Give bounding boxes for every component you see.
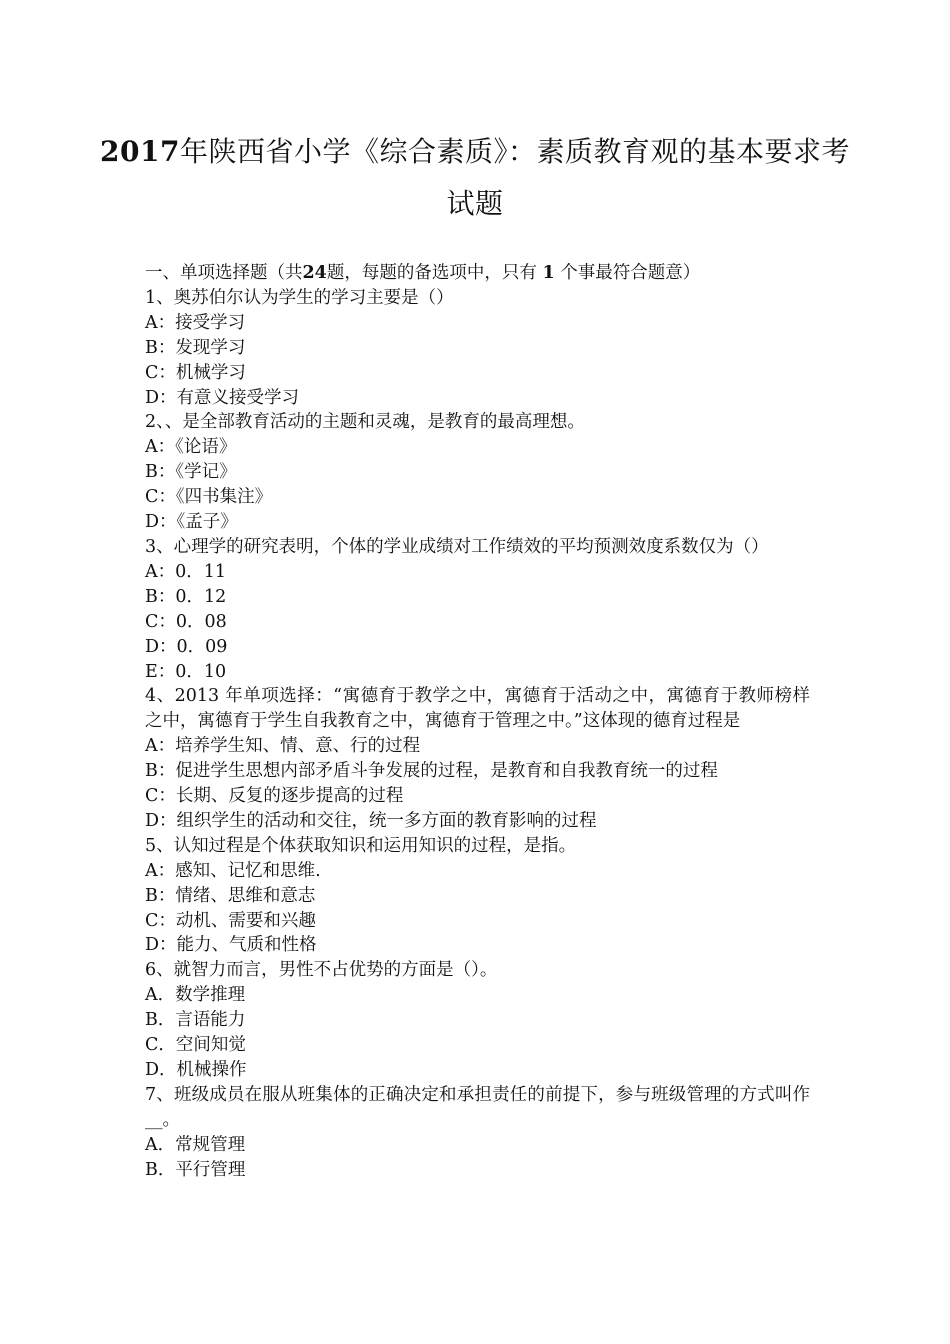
- title-text: 年陕西省小学《综合素质》：素质教育观的基本要求考: [179, 135, 850, 168]
- answer-option: B：情绪、思维和意志: [145, 885, 316, 906]
- document-title-line-1: [60, 132, 890, 172]
- answer-option: A：感知、记忆和思维.: [145, 860, 321, 881]
- document-title-line-2: 试题: [446, 187, 504, 220]
- question-stem: 1、奥苏伯尔认为学生的学习主要是（）: [145, 287, 454, 308]
- answer-option: A：接受学习: [145, 312, 246, 333]
- answer-option: B：发现学习: [145, 337, 246, 358]
- answer-option: B．言语能力: [145, 1010, 246, 1031]
- answer-option: A：0．11: [145, 561, 227, 582]
- answer-option: D：有意义接受学习: [145, 387, 300, 408]
- answer-count: 1: [542, 263, 555, 283]
- answer-option: C：《四书集注》: [145, 487, 273, 508]
- question-stem: 2、、是全部教育活动的主题和灵魂，是教育的最高理想。: [145, 412, 585, 433]
- answer-option: E：0．10: [145, 661, 227, 682]
- answer-option: D：组织学生的活动和交往，统一多方面的教育影响的过程: [145, 810, 597, 831]
- question-stem: 7、班级成员在服从班集体的正确决定和承担责任的前提下，参与班级管理的方式叫作__。: [145, 1084, 810, 1130]
- answer-option: D．机械操作: [145, 1060, 247, 1080]
- answer-option: A．数学推理: [145, 985, 246, 1006]
- answer-option: C：动机、需要和兴趣: [145, 910, 316, 931]
- question-stem: 6、就智力而言，男性不占优势的方面是（）。: [145, 960, 498, 981]
- answer-option: A．常规管理: [145, 1134, 246, 1155]
- answer-option: A：培养学生知、情、意、行的过程: [145, 736, 421, 757]
- answer-option: B：促进学生思想内部矛盾斗争发展的过程，是教育和自我教育统一的过程: [145, 761, 718, 782]
- answer-option: D：《孟子》: [145, 512, 238, 533]
- answer-option: B：《学记》: [145, 462, 237, 483]
- question-stem: 4、2013 年单项选择：“寓德育于教学之中，寓德育于活动之中，寓德育于教师榜样之中，寓德育于学生自我教育之中，寓德育于管理之中。”这体现的德育过程是: [145, 686, 810, 732]
- answer-option: C：长期、反复的逐步提高的过程: [145, 786, 404, 807]
- answer-option: A：《论语》: [145, 437, 237, 458]
- answer-option: C：0．08: [145, 611, 227, 632]
- answer-option: B：0．12: [145, 586, 227, 607]
- answer-option: D：0．09: [145, 636, 228, 657]
- question-stem: 3、心理学的研究表明，个体的学业成绩对工作绩效的平均预测效度系数仅为（）: [145, 536, 769, 557]
- question-stem: 5、认知过程是个体获取知识和运用知识的过程，是指。: [145, 835, 577, 856]
- answer-option: D：能力、气质和性格: [145, 935, 317, 956]
- answer-option: B．平行管理: [145, 1159, 246, 1180]
- document-body: [145, 261, 810, 1183]
- answer-option: C：机械学习: [145, 362, 246, 383]
- section-heading: 一、单项选择题（共24题，每题的备选项中，只有 1 个事最符合题意）: [145, 263, 701, 283]
- question-count: 24: [302, 263, 327, 283]
- title-year: 2017: [100, 135, 180, 168]
- answer-option: C．空间知觉: [145, 1035, 246, 1056]
